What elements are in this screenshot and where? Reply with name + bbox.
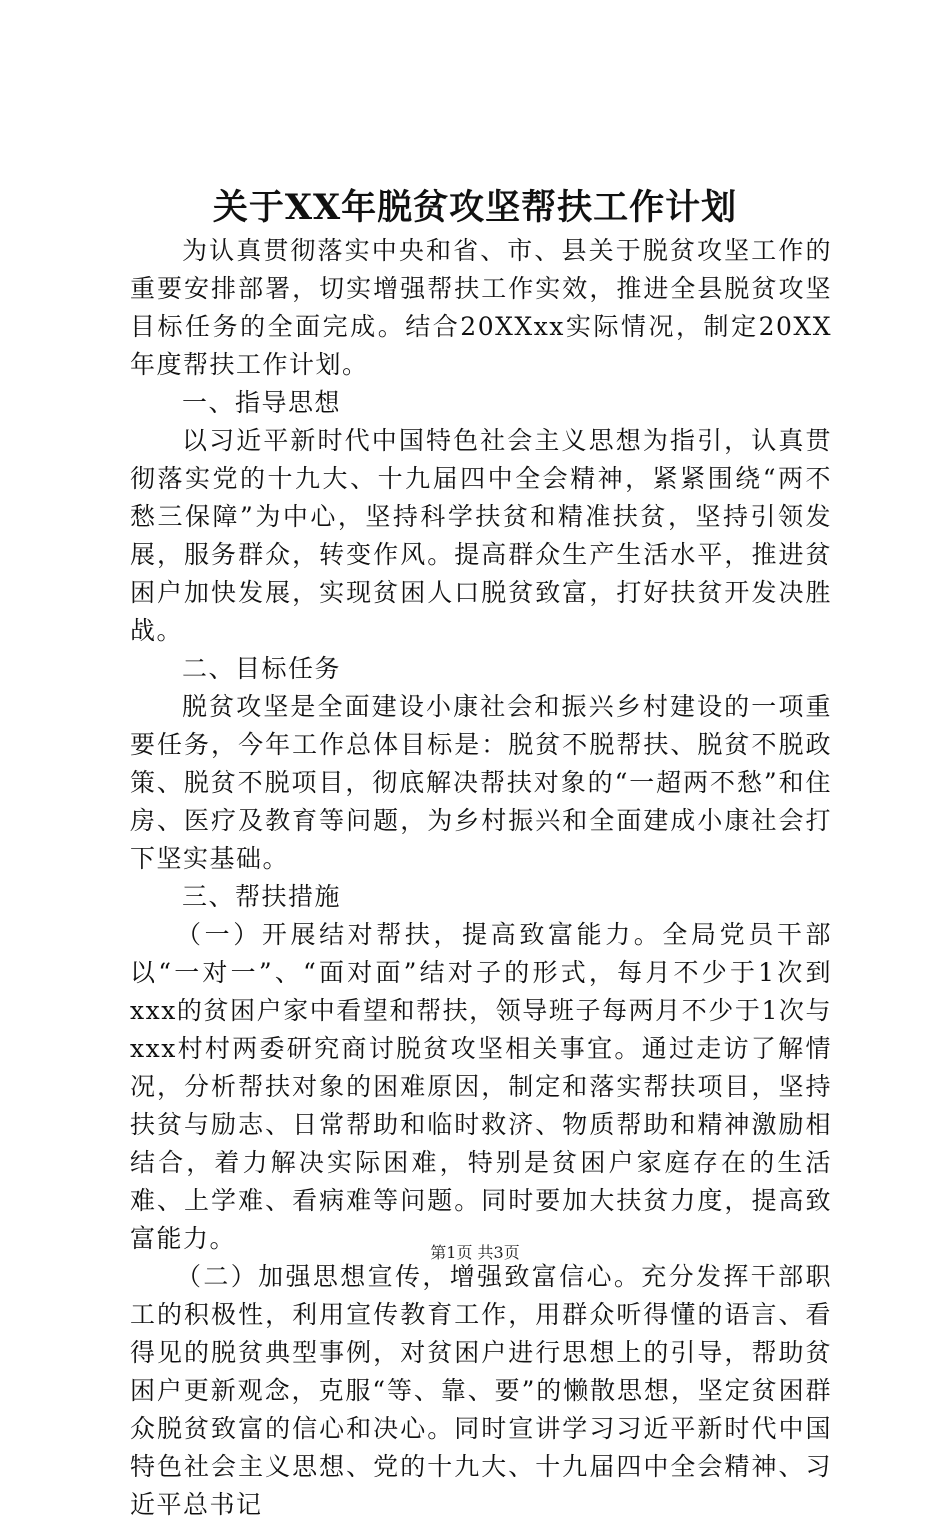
page-number-footer: 第1页 共3页 bbox=[430, 1243, 520, 1262]
measure-2-paragraph: （二）加强思想宣传，增强致富信心。充分发挥干部职工的积极性，利用宣传教育工作，用群众听得懂的语言、看得见的脱贫典型事例，对贫困户进行思想上的引导，帮助贫困户更新观念，克服“等、靠、要”的懒散思想，坚定贫困群众脱贫致富的信心和决心。同时宣讲学习习近平新时代中国特色社会主义思想、党的十九大、十九届四中全会精神、习近平总书记 bbox=[130, 1262, 832, 1519]
measure-1-paragraph: （一）开展结对帮扶，提高致富能力。全局党员干部以“一对一”、“面对面”结对子的形式，每月不少于1次到xxx的贫困户家中看望和帮扶，领导班子每两月不少于1次与xxx村村两委研究商讨脱贫攻坚相关事宜。通过走访了解情况，分析帮扶对象的困难原因，制定和落实帮扶项目，坚持扶贫与励志、日常帮助和临时救济、物质帮助和精神激励相结合，着力解决实际困难，特别是贫困户家庭存在的生活难、上学难、看病难等问题。同时要加大扶贫力度，提高致富能力。 bbox=[130, 920, 832, 1253]
goals-paragraph: 脱贫攻坚是全面建设小康社会和振兴乡村建设的一项重要任务，今年工作总体目标是：脱贫不脱帮扶、脱贫不脱政策、脱贫不脱项目，彻底解决帮扶对象的“一超两不愁”和住房、医疗及教育等问题，为乡村振兴和全面建成小康社会打下坚实基础。 bbox=[130, 692, 832, 873]
guiding-thought-paragraph: 以习近平新时代中国特色社会主义思想为指引，认真贯彻落实党的十九大、十九届四中全会精神，紧紧围绕“两不愁三保障”为中心，坚持科学扶贫和精准扶贫，坚持引领发展，服务群众，转变作风。提高群众生产生活水平，推进贫困户加快发展，实现贫困人口脱贫致富，打好扶贫开发决胜战。 bbox=[130, 426, 832, 645]
intro-paragraph: 为认真贯彻落实中央和省、市、县关于脱贫攻坚工作的重要安排部署，切实增强帮扶工作实效，推进全县脱贫攻坚目标任务的全面完成。结合20XXxx实际情况，制定20XX年度帮扶工作计划。 bbox=[130, 236, 832, 379]
section-heading-guiding-thought: 一、指导思想 bbox=[182, 388, 342, 417]
document-title: 关于XX年脱贫攻坚帮扶工作计划 bbox=[212, 187, 738, 228]
section-heading-goals: 二、目标任务 bbox=[182, 654, 342, 683]
section-heading-measures: 三、帮扶措施 bbox=[182, 882, 342, 911]
document-body bbox=[130, 232, 832, 1524]
